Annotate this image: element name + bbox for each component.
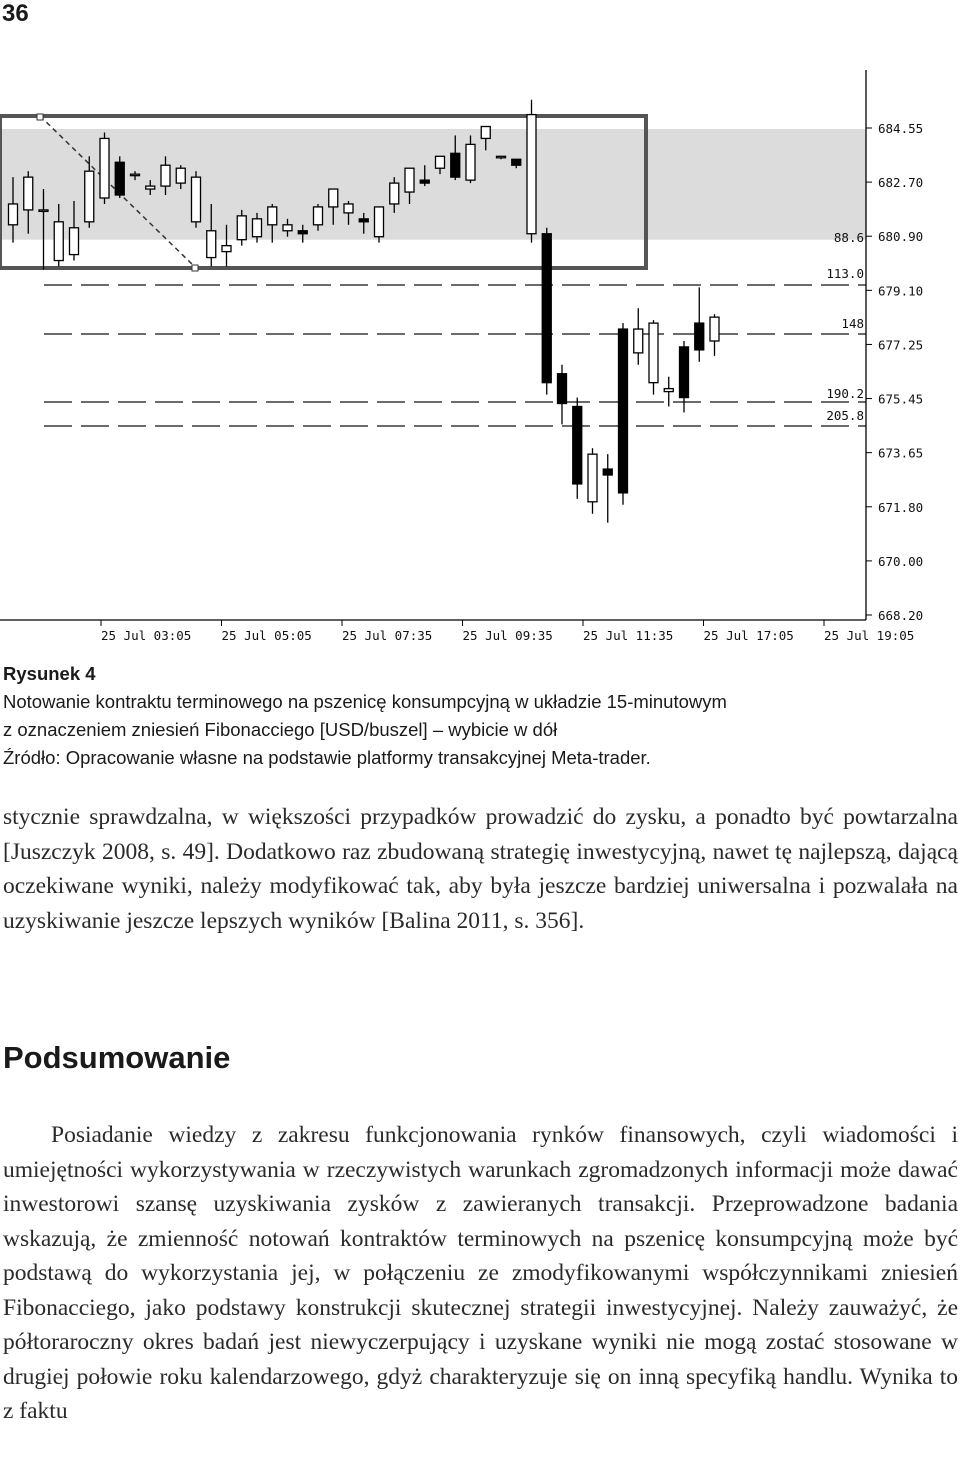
candle [375, 207, 384, 243]
candle-body [207, 231, 216, 258]
x-tick-label: 25 Jul 19:05 [824, 628, 915, 643]
candle-body [192, 177, 201, 222]
candle-body [420, 180, 429, 183]
candle-body [680, 347, 689, 398]
candle-body [466, 144, 475, 180]
body-paragraph [3, 800, 958, 938]
candle-body [603, 469, 612, 475]
figure-source: Źródło: Opracowanie własne na podstawie platformy transakcyjnej Meta-trader. [3, 747, 651, 768]
candle-body [375, 207, 384, 237]
candle [542, 228, 551, 395]
candle-body [100, 138, 109, 198]
candle-body [558, 374, 567, 404]
candle-body [268, 207, 277, 225]
candle [695, 287, 704, 361]
candle-body [298, 231, 307, 234]
candle-body [619, 329, 628, 493]
candle-body [649, 323, 658, 383]
candle-body [161, 165, 170, 186]
candle-body [85, 171, 94, 222]
candle [100, 132, 109, 203]
candle-body [54, 222, 63, 261]
candle-body [115, 162, 124, 195]
y-tick-label: 679.10 [878, 283, 924, 299]
x-tick-label: 25 Jul 09:35 [462, 628, 553, 643]
candle [573, 398, 582, 499]
candle [237, 210, 246, 246]
candle-body [390, 183, 399, 204]
candle [192, 171, 201, 228]
candle-body [497, 156, 506, 158]
y-tick-label: 677.25 [878, 337, 924, 353]
section-heading: Podsumowanie [3, 1040, 231, 1075]
candle-body [481, 127, 490, 139]
candle [664, 377, 673, 407]
candle-body [146, 186, 155, 189]
paragraph-text: Posiadanie wiedzy z zakresu funkcjonowania rynków finansowych, czyli wiadomości i umiejętności wykorzystywania w rzeczywistych warunkach zgromadzonych informacji może dawać inwestorowi szansę uzyskiwania zysków z zawieranych transakcji. Przeprowadzone badania wskazują, że zmienność notowań kontraktów terminowych na pszenicę konsumpcyjną może być podstawą do wykorzystania jej, w połączeniu ze zmodyfikowanymi współczynnikami zniesień Fibonacciego, jako podstawy konstrukcji skutecznej strategii inwestycyjnej. Należy zauważyć, że półtoraroczny okres badań jest niewyczerpujący i uzyskane wyniki nie mogą zostać stosowane w drugiej połowie roku kalendarzowego, gdyż charakteryzuje się on inną specyfiką handlu. Wynika to z faktu [3, 1122, 958, 1424]
x-tick-label: 25 Jul 07:35 [342, 628, 433, 643]
x-tick-label: 25 Jul 05:05 [221, 628, 312, 643]
x-tick-label: 25 Jul 17:05 [703, 628, 794, 643]
trend-handle [192, 265, 198, 271]
candle [634, 308, 643, 365]
trend-handle [37, 114, 43, 120]
candle-body [542, 234, 551, 383]
y-tick-label: 670.00 [878, 553, 924, 569]
candle-body [359, 219, 368, 222]
figure-caption-line: z oznaczeniem zniesień Fibonacciego [USD/buszel] – wybicie w dół [3, 719, 558, 740]
candle-body [436, 156, 445, 168]
candle [649, 320, 658, 394]
candle-body [329, 189, 338, 207]
candle-body [314, 207, 323, 225]
y-tick-label: 668.20 [878, 608, 924, 623]
candle-body [634, 329, 643, 353]
candle-body [176, 168, 185, 183]
body-paragraph [3, 1118, 958, 1429]
candle-body [131, 174, 140, 176]
fibonacci-level-label: 205.8 [826, 408, 864, 423]
y-tick-label: 671.80 [878, 499, 924, 515]
candle [115, 156, 124, 198]
candle-body [588, 454, 597, 502]
fibonacci-level-label: 88.6 [833, 230, 864, 245]
x-tick-label: 25 Jul 11:35 [583, 628, 674, 643]
y-tick-label: 684.55 [878, 121, 924, 136]
candle-body [573, 406, 582, 483]
candle-body [9, 204, 18, 225]
y-tick-label: 682.70 [878, 175, 924, 191]
range-band [0, 129, 866, 240]
paragraph-text: stycznie sprawdzalna, w większości przypadków prowadzić do zysku, a ponadto być powtarzalna [Juszczyk 2008, s. 49]. Dodatkowo raz zbudowaną strategię inwestycyjną, nawet tę najlepszą, dającą oczekiwane wyniki, należy modyfikować tak, aby była jeszcze bardziej uniwersalna i pozwalała na uzyskiwanie jeszcze lepszych wyników [Balina 2011, s. 356]. [3, 804, 958, 934]
fibonacci-level-label: 113.0 [826, 266, 864, 281]
figure-caption [3, 660, 958, 772]
candle [710, 314, 719, 356]
candle-body [344, 204, 353, 213]
candle-body [451, 153, 460, 177]
candle-body [253, 219, 262, 237]
y-tick-label: 680.90 [878, 229, 924, 245]
y-tick-label: 675.45 [878, 391, 924, 407]
candle-body [222, 246, 231, 252]
candle-body [710, 317, 719, 341]
candle-body [695, 323, 704, 350]
y-tick-label: 673.65 [878, 445, 924, 461]
candle [603, 454, 612, 523]
candle-body [405, 168, 414, 192]
candle-body [527, 115, 536, 234]
candle [619, 323, 628, 505]
candle-body [664, 389, 673, 392]
candle [558, 365, 567, 425]
figure-caption-title: Rysunek 4 [3, 663, 96, 684]
candlestick-chart [0, 70, 960, 650]
fibonacci-level-label: 190.2 [826, 386, 864, 401]
figure-caption-line: Notowanie kontraktu terminowego na pszenicę konsumpcyjną w układzie 15-minutowym [3, 691, 727, 712]
page-number: 36 [2, 0, 29, 27]
candle-body [39, 210, 48, 212]
candle [588, 448, 597, 514]
candle-body [283, 225, 292, 231]
candle-body [70, 228, 79, 255]
candle-body [24, 177, 33, 210]
candle-body [512, 159, 521, 165]
candle-body [237, 216, 246, 240]
candle [527, 100, 536, 243]
x-tick-label: 25 Jul 03:05 [101, 628, 192, 643]
fibonacci-level-label: 148 [841, 316, 864, 331]
